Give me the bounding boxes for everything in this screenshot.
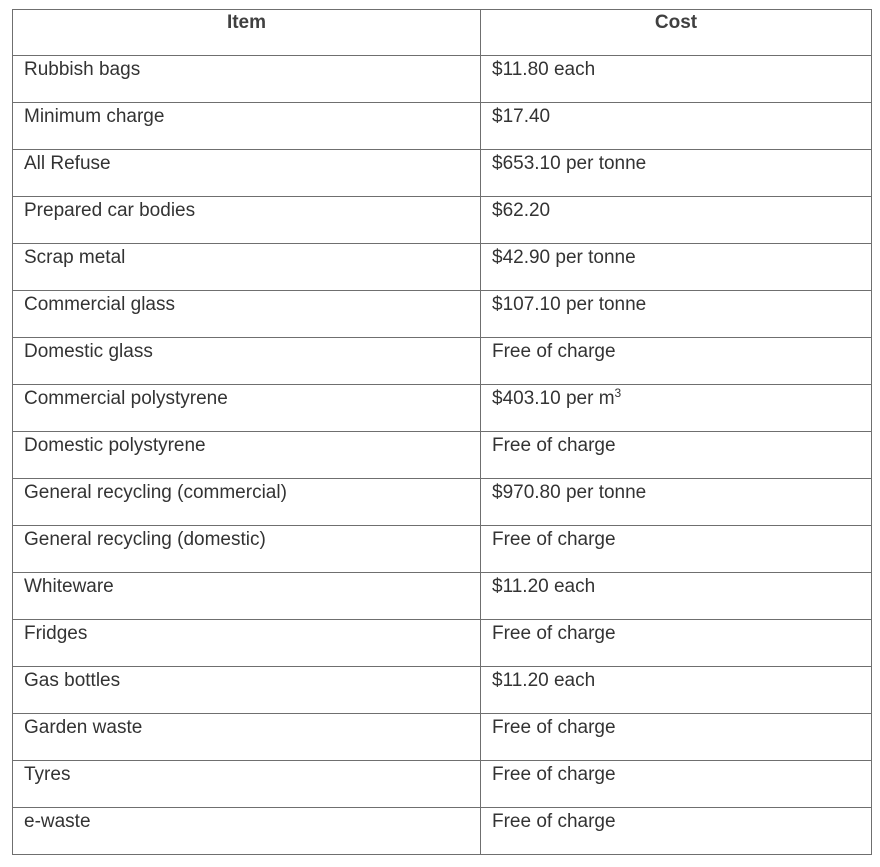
table-row <box>13 385 872 432</box>
cost-cell: $653.10 per tonne <box>481 150 872 197</box>
item-cell: Domestic glass <box>13 338 481 385</box>
cost-cell: $42.90 per tonne <box>481 244 872 291</box>
item-cell: Commercial glass <box>13 291 481 338</box>
cost-cell: Free of charge <box>481 808 872 855</box>
item-cell: Garden waste <box>13 714 481 761</box>
table-row <box>13 479 872 526</box>
table-row <box>13 667 872 714</box>
item-cell: General recycling (domestic) <box>13 526 481 573</box>
table-row <box>13 714 872 761</box>
cubic-superscript: 3 <box>614 386 622 400</box>
table-row <box>13 103 872 150</box>
item-cell: Whiteware <box>13 573 481 620</box>
cost-cell: $11.20 each <box>481 667 872 714</box>
item-cell: Minimum charge <box>13 103 481 150</box>
table-body <box>13 56 872 855</box>
table-row <box>13 56 872 103</box>
cost-cell: $11.80 each <box>481 56 872 103</box>
table-row <box>13 244 872 291</box>
cost-cell: $17.40 <box>481 103 872 150</box>
table-row <box>13 197 872 244</box>
cost-cell: Free of charge <box>481 526 872 573</box>
cost-cell: Free of charge <box>481 761 872 808</box>
cost-value: $403.10 per m <box>492 388 615 409</box>
cost-cell <box>481 385 872 432</box>
header-item: Item <box>13 10 481 56</box>
item-cell: Gas bottles <box>13 667 481 714</box>
cost-cell: $11.20 each <box>481 573 872 620</box>
item-cell: All Refuse <box>13 150 481 197</box>
table-row <box>13 291 872 338</box>
item-cell: Scrap metal <box>13 244 481 291</box>
item-cell: Fridges <box>13 620 481 667</box>
cost-cell: Free of charge <box>481 620 872 667</box>
table-row <box>13 620 872 667</box>
item-cell: Prepared car bodies <box>13 197 481 244</box>
table-row <box>13 338 872 385</box>
fees-table <box>12 9 872 855</box>
cost-cell: $107.10 per tonne <box>481 291 872 338</box>
item-cell: Tyres <box>13 761 481 808</box>
item-cell: e-waste <box>13 808 481 855</box>
item-cell: Commercial polystyrene <box>13 385 481 432</box>
table-row <box>13 526 872 573</box>
cost-cell: Free of charge <box>481 714 872 761</box>
cost-cell: Free of charge <box>481 338 872 385</box>
header-cost: Cost <box>481 10 872 56</box>
table-header-row <box>13 10 872 56</box>
table-row <box>13 573 872 620</box>
item-cell: General recycling (commercial) <box>13 479 481 526</box>
cost-cell: $62.20 <box>481 197 872 244</box>
item-cell: Rubbish bags <box>13 56 481 103</box>
cost-cell: Free of charge <box>481 432 872 479</box>
table-row <box>13 150 872 197</box>
table-row <box>13 432 872 479</box>
table-row <box>13 761 872 808</box>
item-cell: Domestic polystyrene <box>13 432 481 479</box>
cost-cell: $970.80 per tonne <box>481 479 872 526</box>
table-row <box>13 808 872 855</box>
